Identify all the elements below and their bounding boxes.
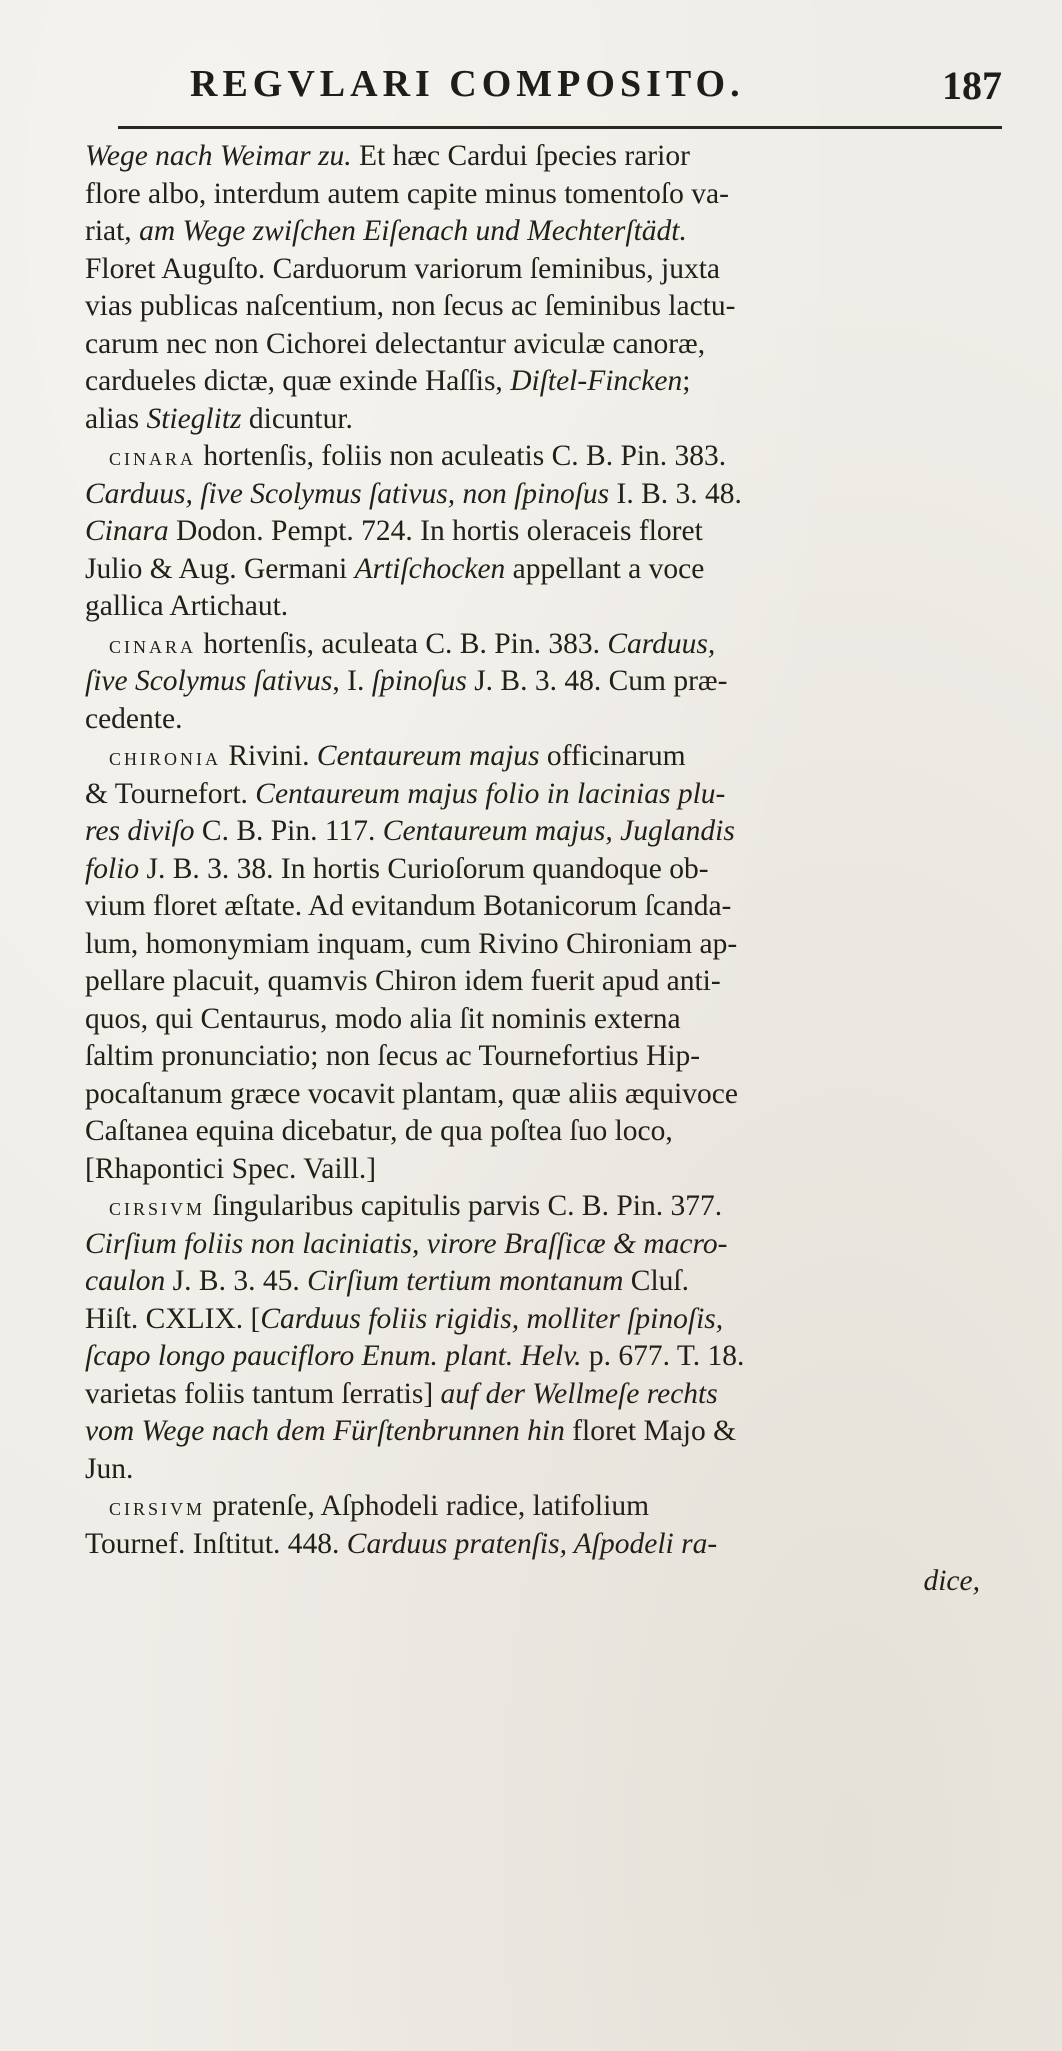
text-segment: lum, homonymiam inquam, cum Rivino Chironiam ap- xyxy=(85,927,738,960)
text-line xyxy=(85,1226,1020,1264)
text-segment: Cluſ. xyxy=(623,1265,689,1297)
text-segment: officinarum xyxy=(539,740,686,772)
italic-text: Centaureum majus, Juglandis xyxy=(382,815,735,847)
text-segment: & Tournefort. xyxy=(85,777,256,810)
text-line xyxy=(85,138,1020,176)
text-segment: J. B. 3. 48. Cum præ- xyxy=(466,665,728,697)
text-segment: hortenſis, foliis non aculeatis C. B. Pin. 383. xyxy=(196,440,727,472)
text-line xyxy=(85,738,1020,776)
text-segment: hortenſis, aculeata C. B. Pin. 383. xyxy=(196,627,608,660)
page-number: 187 xyxy=(942,63,1002,108)
text-segment: floret Majo & xyxy=(564,1415,737,1447)
text-line xyxy=(85,1413,1020,1451)
text-segment: C. B. Pin. 117. xyxy=(194,815,383,847)
italic-text: Centaureum majus folio in lacinias plu- xyxy=(255,777,726,810)
text-segment: dicuntur. xyxy=(241,402,353,435)
text-line xyxy=(85,288,1020,326)
text-segment: Rivini. xyxy=(221,740,317,772)
text-line xyxy=(85,1563,1020,1601)
entry-headword: cinara xyxy=(109,631,197,659)
text-segment: Hiſt. CXLIX. [ xyxy=(85,1302,261,1335)
text-line xyxy=(85,1188,1020,1226)
text-line xyxy=(85,963,1020,1001)
text-line xyxy=(85,1451,1020,1489)
entry-headword: chironia xyxy=(109,744,221,771)
text-segment: Caſtanea equina dicebatur, de qua poſtea ſuo loco, xyxy=(85,1115,673,1147)
text-segment: [Rhapontici Spec. Vaill.] xyxy=(85,1152,377,1185)
text-segment: ſingularibus capitulis parvis C. B. Pin. 377. xyxy=(205,1190,723,1222)
text-line xyxy=(85,813,1020,851)
text-segment: alias xyxy=(85,402,147,435)
italic-text: caulon xyxy=(85,1265,166,1297)
text-segment: pellare placuit, quamvis Chiron idem fuerit apud anti- xyxy=(85,965,721,997)
text-segment: vium floret æſtate. Ad evitandum Botanicorum ſcanda- xyxy=(85,890,732,922)
text-line xyxy=(85,1338,1020,1376)
text-segment: J. B. 3. 38. In hortis Curioſorum quandoque ob- xyxy=(139,852,709,885)
text-line xyxy=(85,1301,1020,1339)
italic-text: Centaureum majus xyxy=(316,740,540,772)
body-text xyxy=(85,138,1020,1601)
text-line xyxy=(85,626,1020,664)
italic-text: Wege nach Weimar zu. xyxy=(85,140,352,172)
text-segment: I. B. 3. 48. xyxy=(609,477,742,510)
text-line xyxy=(85,1038,1020,1076)
text-line xyxy=(85,888,1020,926)
italic-text: Cinara xyxy=(85,515,169,547)
text-segment: riat, xyxy=(85,215,140,247)
entry-headword: cirsivm xyxy=(109,1494,206,1521)
text-line xyxy=(85,851,1020,889)
text-segment: ſaltim pronunciatio; non ſecus ac Tournefortius Hip- xyxy=(85,1040,701,1072)
text-segment: varietas foliis tantum ſerratis] xyxy=(85,1377,441,1410)
text-segment: Et hæc Cardui ſpecies rarior xyxy=(351,140,690,172)
text-line xyxy=(85,1001,1020,1039)
italic-text: Carduus, ſive Scolymus ſativus, non ſpinoſus xyxy=(85,477,610,510)
running-head: REGVLARI COMPOSITO. xyxy=(190,63,745,105)
italic-text: Carduus, xyxy=(607,627,716,660)
text-segment: gallica Artichaut. xyxy=(85,590,289,622)
italic-text: dice, xyxy=(923,1565,980,1597)
text-line xyxy=(85,251,1020,289)
italic-text: Carduus pratenſis, Aſpodeli ra- xyxy=(346,1527,718,1560)
text-line xyxy=(85,176,1020,214)
text-segment: vias publicas naſcentium, non ſecus ac ſeminibus lactu- xyxy=(85,290,736,322)
text-line xyxy=(85,1488,1020,1526)
text-line xyxy=(85,551,1020,589)
text-line xyxy=(85,588,1020,626)
text-line xyxy=(85,926,1020,964)
text-segment: , I. xyxy=(332,665,372,697)
text-line xyxy=(85,326,1020,364)
text-line xyxy=(85,513,1020,551)
text-segment: appellant a voce xyxy=(505,552,705,585)
text-segment: p. 677. T. 18. xyxy=(581,1340,745,1372)
italic-text: am Wege zwiſchen Eiſenach und Mechterſtädt. xyxy=(139,215,687,247)
text-segment: ; xyxy=(682,365,691,397)
text-line xyxy=(85,1113,1020,1151)
text-segment: quos, qui Centaurus, modo alia ſit nominis externa xyxy=(85,1002,681,1035)
text-segment: Jun. xyxy=(85,1452,134,1485)
text-line xyxy=(85,1076,1020,1114)
text-segment: cedente. xyxy=(85,702,183,735)
text-segment: pratenſe, Aſphodeli radice, latifolium xyxy=(205,1490,650,1522)
entry-headword: cinara xyxy=(109,444,197,471)
text-segment: J. B. 3. 45. xyxy=(165,1265,308,1297)
text-line xyxy=(85,401,1020,439)
text-line xyxy=(85,776,1020,814)
italic-text: res diviſo xyxy=(85,815,195,847)
text-segment: carum nec non Cichorei delectantur aviculæ canoræ, xyxy=(85,327,706,360)
text-line xyxy=(85,363,1020,401)
text-line xyxy=(85,438,1020,476)
text-segment: pocaſtanum græce vocavit plantam, quæ aliis æquivoce xyxy=(85,1077,738,1110)
text-line xyxy=(85,1526,1020,1564)
text-line xyxy=(85,1151,1020,1189)
text-segment: Dodon. Pempt. 724. In hortis oleraceis floret xyxy=(168,515,703,547)
page-header xyxy=(160,62,1022,112)
italic-text: vom Wege nach dem Fürſtenbrunnen hin xyxy=(85,1415,565,1447)
header-rule xyxy=(118,126,1002,129)
italic-text: auf der Wellmeſe rechts xyxy=(440,1377,718,1410)
italic-text: Cirſium foliis non laciniatis, virore Braſſicæ & macro- xyxy=(85,1227,728,1260)
italic-text: Artiſchocken xyxy=(354,552,506,585)
italic-text: ſive Scolymus ſativus xyxy=(85,665,333,697)
italic-text: Stieglitz xyxy=(146,402,242,435)
text-segment: Floret Auguſto. Carduorum variorum ſeminibus, juxta xyxy=(85,252,720,285)
text-segment: Tournef. Inſtitut. 448. xyxy=(85,1527,347,1560)
text-line xyxy=(85,663,1020,701)
text-line xyxy=(85,1376,1020,1414)
text-segment: flore albo, interdum autem capite minus tomentoſo va- xyxy=(85,177,729,210)
text-line xyxy=(85,213,1020,251)
italic-text: ſcapo longo paucifloro Enum. plant. Helv. xyxy=(85,1340,582,1372)
italic-text: Carduus foliis rigidis, molliter ſpinoſis, xyxy=(260,1302,724,1335)
text-segment: Julio & Aug. Germani xyxy=(85,552,355,585)
italic-text: ſpinoſus xyxy=(371,665,467,697)
entry-headword: cirsivm xyxy=(109,1194,206,1221)
text-segment: cardueles dictæ, quæ exinde Haſſis, xyxy=(85,365,511,397)
text-line xyxy=(85,701,1020,739)
italic-text: Diſtel-Fincken xyxy=(510,365,683,397)
text-line xyxy=(85,1263,1020,1301)
italic-text: folio xyxy=(85,852,140,885)
text-line xyxy=(85,476,1020,514)
italic-text: Cirſium tertium montanum xyxy=(307,1265,624,1297)
